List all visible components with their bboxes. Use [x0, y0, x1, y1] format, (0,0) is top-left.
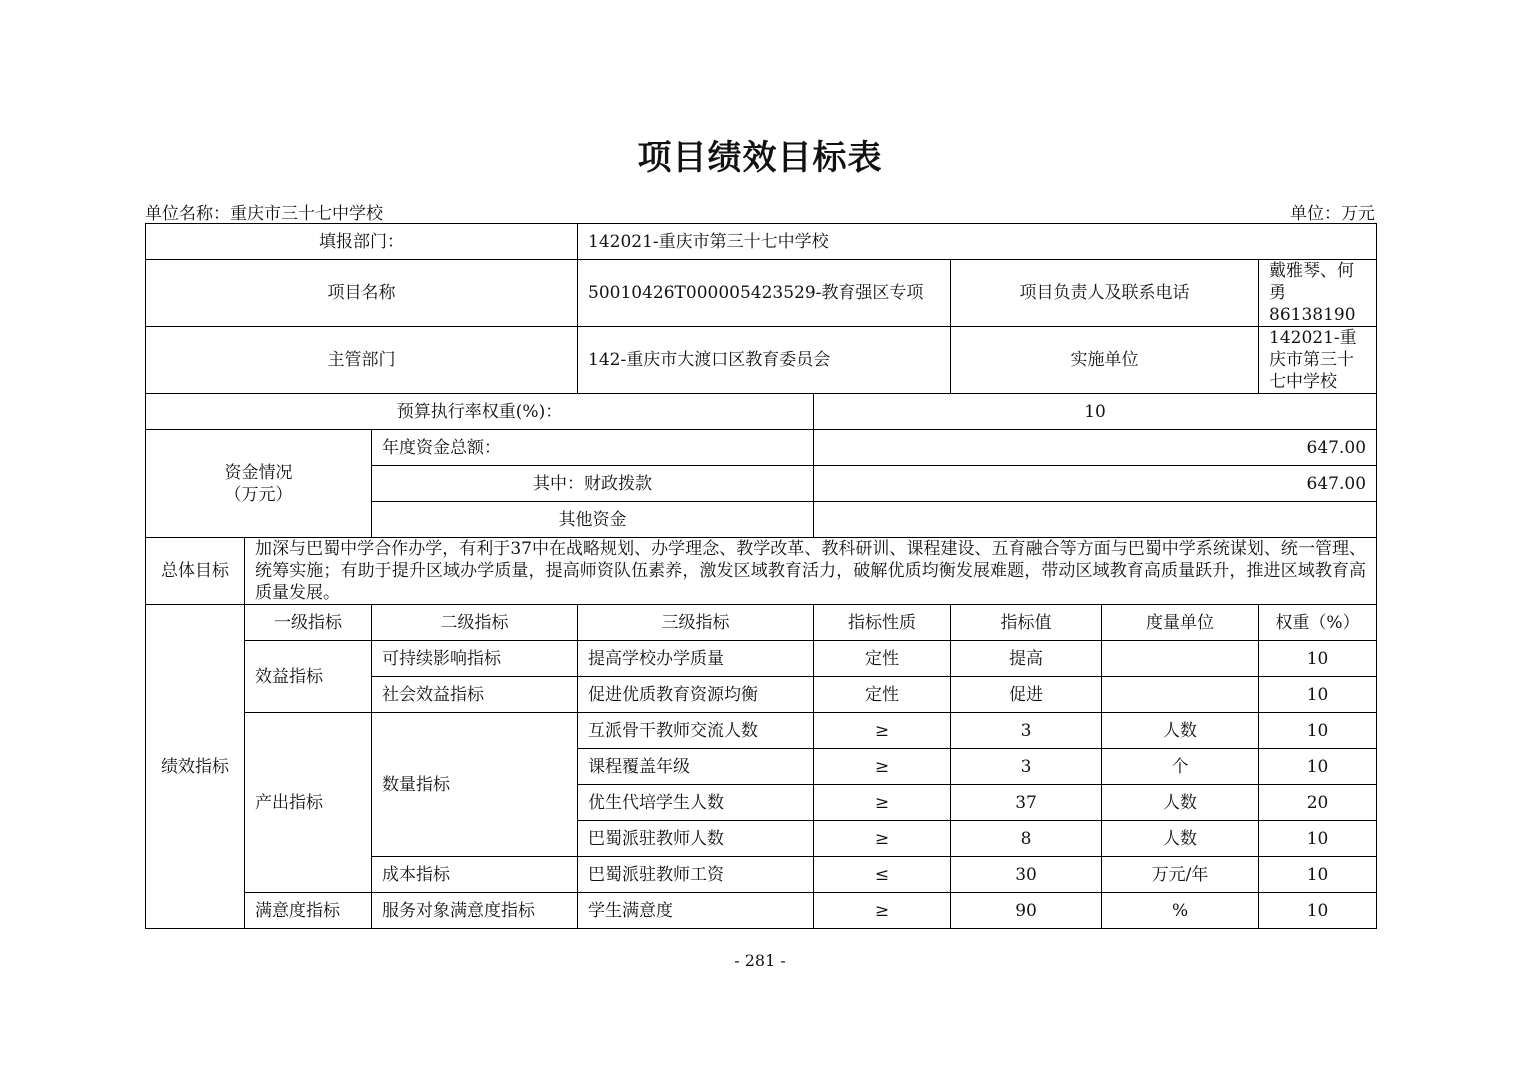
indicator-weight: 10 [1259, 713, 1377, 749]
contact-value: 戴雅琴、何勇 86138190 [1259, 260, 1377, 327]
indicator-unit: % [1102, 893, 1259, 929]
project-name-value: 50010426T000005423529-教育强区专项 [578, 260, 951, 327]
indicator-header-row [146, 605, 1377, 641]
indicator-nature: 定性 [814, 641, 951, 677]
unit-name: 单位名称：重庆市三十七中学校 [145, 204, 383, 224]
header-nature: 指标性质 [814, 605, 951, 641]
header-unit: 度量单位 [1102, 605, 1259, 641]
performance-table [145, 223, 1377, 929]
indicator-nature: ≤ [814, 857, 951, 893]
table-row [146, 713, 1377, 749]
fill-dept-row [146, 224, 1377, 260]
indicator-weight: 20 [1259, 785, 1377, 821]
budget-weight-label: 预算执行率权重(%)： [146, 394, 814, 430]
header-weight: 权重（%） [1259, 605, 1377, 641]
indicator-weight: 10 [1259, 893, 1377, 929]
indicator-unit: 人数 [1102, 713, 1259, 749]
indicator-nature: 定性 [814, 677, 951, 713]
impl-value: 142021-重庆市第三十七中学校 [1259, 327, 1377, 394]
indicator-weight: 10 [1259, 641, 1377, 677]
page-title: 项目绩效目标表 [637, 138, 883, 178]
fiscal-value: 647.00 [814, 466, 1377, 502]
table-row [146, 641, 1377, 677]
indicator-l3: 优生代培学生人数 [578, 785, 814, 821]
indicator-value: 提高 [951, 641, 1102, 677]
indicator-l3: 互派骨干教师交流人数 [578, 713, 814, 749]
supervisor-row [146, 327, 1377, 394]
funds-label-line2: （万元） [224, 484, 293, 505]
indicator-nature: ≥ [814, 749, 951, 785]
fiscal-label: 其中：财政拨款 [372, 466, 814, 502]
indicator-weight: 10 [1259, 821, 1377, 857]
project-name-label: 项目名称 [146, 260, 578, 327]
indicator-l3: 学生满意度 [578, 893, 814, 929]
indicator-unit: 人数 [1102, 821, 1259, 857]
cost-label: 成本指标 [372, 857, 578, 893]
indicator-value: 3 [951, 749, 1102, 785]
satisfaction-label: 满意度指标 [245, 893, 372, 929]
indicator-value: 30 [951, 857, 1102, 893]
indicator-l3: 巴蜀派驻教师人数 [578, 821, 814, 857]
goal-text: 加深与巴蜀中学合作办学，有利于37中在战略规划、办学理念、教学改革、教科研训、课程建设、五育融合等方面与巴蜀中学系统谋划、统一管理、统筹实施；有助于提升区域办学质量，提高师资队伍素养，激发区域教育活力，破解优质均衡发展难题，带动区域教育高质量跃升，推进区域教育高质量发展。 [245, 538, 1377, 605]
indicator-weight: 10 [1259, 857, 1377, 893]
indicator-l2: 可持续影响指标 [372, 641, 578, 677]
other-funds-label: 其他资金 [372, 502, 814, 538]
annual-total-value: 647.00 [814, 430, 1377, 466]
currency-unit: 单位：万元 [1290, 204, 1375, 224]
indicator-l3: 促进优质教育资源均衡 [578, 677, 814, 713]
annual-total-row [146, 430, 1377, 466]
goal-row [146, 538, 1377, 605]
indicator-nature: ≥ [814, 821, 951, 857]
indicator-unit: 人数 [1102, 785, 1259, 821]
header-level2: 二级指标 [372, 605, 578, 641]
indicator-value: 90 [951, 893, 1102, 929]
indicator-l3: 课程覆盖年级 [578, 749, 814, 785]
supervisor-value: 142-重庆市大渡口区教育委员会 [578, 327, 951, 394]
output-label: 产出指标 [245, 713, 372, 893]
indicator-value: 促进 [951, 677, 1102, 713]
fill-dept-value: 142021-重庆市第三十七中学校 [578, 224, 1377, 260]
benefit-label: 效益指标 [245, 641, 372, 713]
indicators-section-label: 绩效指标 [146, 605, 245, 929]
indicator-weight: 10 [1259, 749, 1377, 785]
supervisor-label: 主管部门 [146, 327, 578, 394]
page-number: - 281 - [734, 951, 786, 970]
indicator-nature: ≥ [814, 785, 951, 821]
goal-label: 总体目标 [146, 538, 245, 605]
indicator-unit: 个 [1102, 749, 1259, 785]
contact-label: 项目负责人及联系电话 [951, 260, 1259, 327]
funds-label [146, 430, 372, 538]
quantity-label: 数量指标 [372, 713, 578, 857]
indicator-value: 3 [951, 713, 1102, 749]
other-funds-value [814, 502, 1377, 538]
indicator-l3: 提高学校办学质量 [578, 641, 814, 677]
indicator-unit [1102, 677, 1259, 713]
indicator-unit [1102, 641, 1259, 677]
indicator-nature: ≥ [814, 893, 951, 929]
header-level3: 三级指标 [578, 605, 814, 641]
table-row [146, 893, 1377, 929]
budget-weight-value: 10 [814, 394, 1377, 430]
indicator-nature: ≥ [814, 713, 951, 749]
indicator-l3: 巴蜀派驻教师工资 [578, 857, 814, 893]
fill-dept-label: 填报部门： [146, 224, 578, 260]
impl-label: 实施单位 [951, 327, 1259, 394]
indicator-weight: 10 [1259, 677, 1377, 713]
annual-total-label: 年度资金总额： [372, 430, 814, 466]
indicator-unit: 万元/年 [1102, 857, 1259, 893]
header-value: 指标值 [951, 605, 1102, 641]
budget-weight-row [146, 394, 1377, 430]
header-level1: 一级指标 [245, 605, 372, 641]
indicator-value: 37 [951, 785, 1102, 821]
funds-label-line1: 资金情况 [224, 462, 293, 483]
project-name-row [146, 260, 1377, 327]
indicator-value: 8 [951, 821, 1102, 857]
indicator-l2: 社会效益指标 [372, 677, 578, 713]
indicator-l2: 服务对象满意度指标 [372, 893, 578, 929]
